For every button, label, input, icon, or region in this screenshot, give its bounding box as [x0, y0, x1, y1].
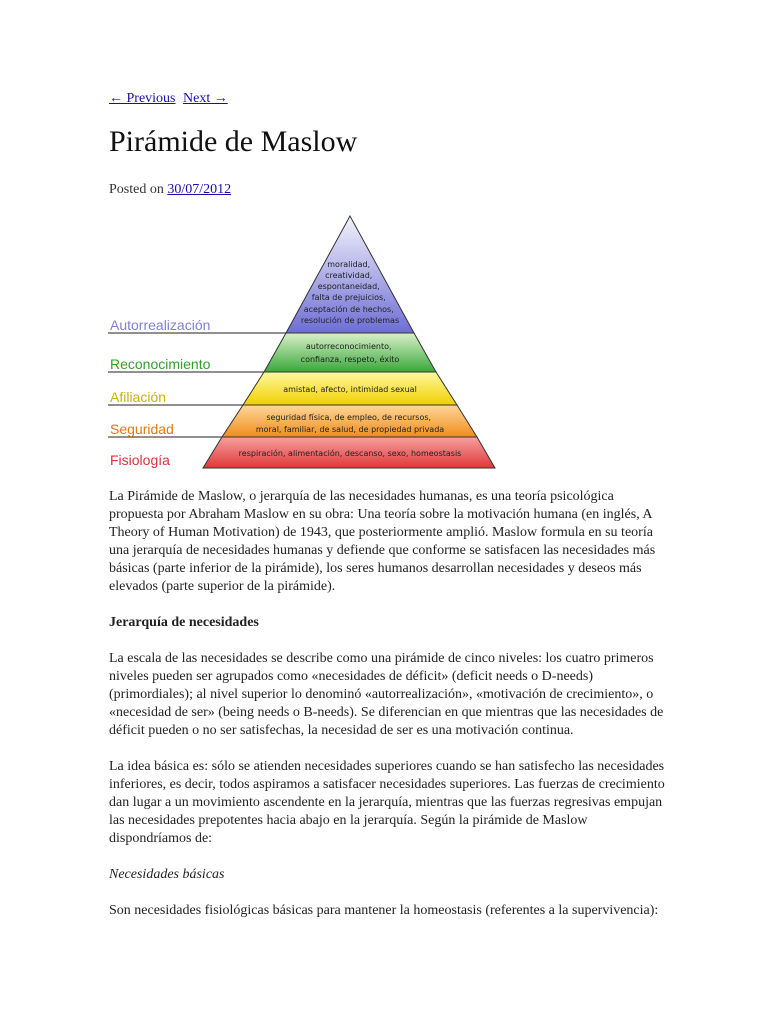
- svg-text:respiración, alimentación, des: [239, 448, 462, 458]
- label-seguridad: Seguridad: [110, 421, 174, 437]
- label-autorrealizacion: Autorrealización: [110, 317, 211, 333]
- intro-paragraph: La Pirámide de Maslow, o jerarquía de las necesidades humanas, es una teoría psicológica propuesta por Abraham Maslow en su obra: Una teoría sobre la motivación humana (en inglés, A Theory of Human Motivation) de 1943, que posteriormente amplió. Maslow formula en su teoría una jerarquía de necesidades humanas y defiende que conforme se satisfacen las necesidades más básicas (parte inferior de la pirámide), los seres humanos desarrollan necesidades y deseos más elevados (parte superior de la pirámide).: [109, 489, 656, 594]
- tier-text: resolución de problemas: [300, 316, 400, 325]
- tier-reconocimiento: [264, 333, 436, 372]
- tier-text: creatividad,: [325, 271, 373, 280]
- tier-text: respiración, alimentación, descanso, sexo, homeostasis: [238, 449, 462, 458]
- post-date-link[interactable]: 30/07/2012: [167, 182, 232, 197]
- tier-text: aceptación de hechos,: [303, 305, 394, 314]
- paragraph: La escala de las necesidades se describe como una pirámide de cinco niveles: los cuatro primeros niveles pueden ser agrupados como «necesidades de déficit» (deficit needs o D-needs)(primordiales); al nivel superior lo denominó «autorrealización», «motivación de crecimiento», o «necesidad de ser» (being needs o B-needs). Se diferencian en que mientras que las necesidades de déficit pueden o no ser satisfechas, la necesidad de ser es una motivación continua.: [109, 651, 664, 738]
- article-body: [109, 488, 669, 938]
- tier-text: falta de prejuicios,: [311, 293, 386, 302]
- section-heading: Jerarquía de necesidades: [109, 615, 259, 630]
- next-link[interactable]: Next →: [183, 91, 228, 106]
- label-reconocimiento: Reconocimiento: [110, 356, 211, 372]
- label-fisiologia: Fisiología: [110, 452, 170, 468]
- tier-text: moral, familiar, de salud, de propiedad privada: [255, 425, 445, 434]
- label-afiliacion: Afiliación: [110, 389, 167, 405]
- paragraph: La idea básica es: sólo se atienden necesidades superiores cuando se han satisfecho las necesidades inferiores, es decir, todos aspiramos a satisfacer necesidades superiores. Las fuerzas de crecimiento dan lugar a un movimiento ascendente en la jerarquía, mientras que las fuerzas regresivas empujan las necesidades prepotentes hacia abajo en la jerarquía. Según la pirámide de Maslow dispondríamos de:: [109, 759, 665, 846]
- post-navigation: [109, 91, 232, 107]
- posted-on-label: Posted on: [109, 182, 164, 197]
- paragraph: Son necesidades fisiológicas básicas para mantener la homeostasis (referentes a la supervivencia):: [109, 903, 659, 918]
- tier-text: espontaneidad,: [317, 282, 380, 291]
- tier-text: moralidad,: [327, 260, 371, 269]
- post-meta: [109, 182, 231, 198]
- tier-text: autorreconocimiento,: [305, 342, 392, 351]
- maslow-pyramid-figure: [108, 212, 500, 474]
- page-title: Pirámide de Maslow: [109, 125, 358, 158]
- subsection-heading: Necesidades básicas: [109, 867, 225, 882]
- tier-text: amistad, afecto, intimidad sexual: [283, 385, 417, 394]
- svg-text:amistad, afecto, intimidad sex: [283, 385, 417, 394]
- previous-link[interactable]: ← Previous: [109, 91, 176, 106]
- tier-text: confianza, respeto, éxito: [300, 355, 400, 364]
- tier-text: seguridad física, de empleo, de recursos,: [266, 413, 432, 422]
